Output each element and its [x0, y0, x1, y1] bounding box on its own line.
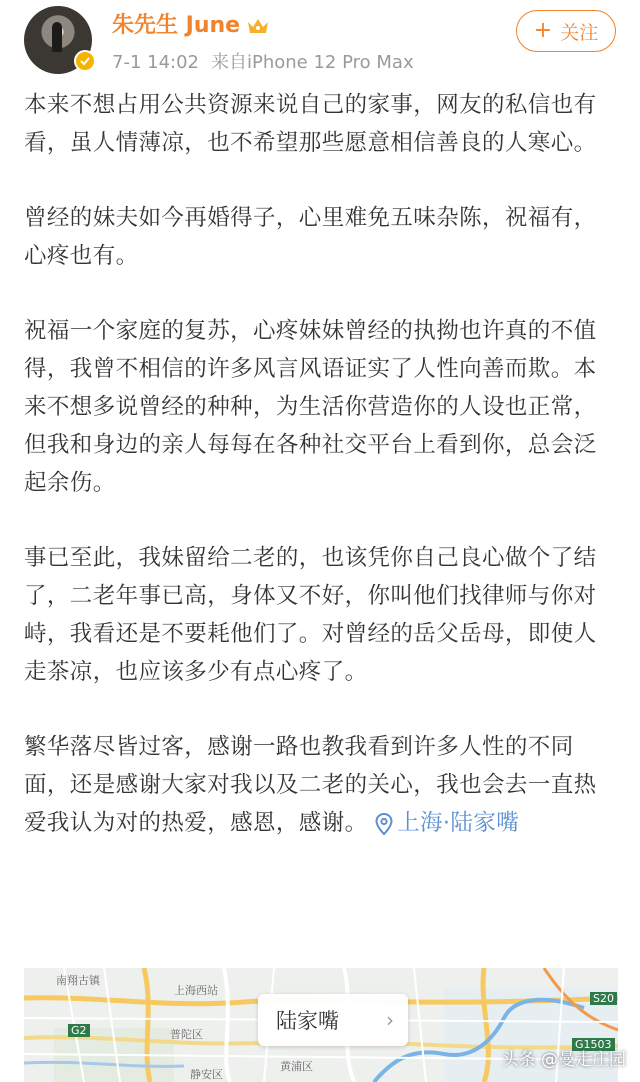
watermark: 头条 @曼走庄园 [501, 1050, 626, 1070]
post-time: 7-1 14:02 [112, 52, 199, 73]
map-place: 普陀区 [170, 1028, 203, 1041]
verified-badge-icon [74, 50, 96, 72]
post-paragraph: 本来不想占用公共资源来说自己的家事，网友的私信也有看，虽人情薄凉，也不希望那些愿意相信善良的人寒心。 [24, 92, 597, 156]
post-paragraph-text: 繁华落尽皆过客，感谢一路也教我看到许多人性的不同面，还是感谢大家对我以及二老的关心，我也会去一直热爱我认为对的热爱，感恩，感谢。 [24, 734, 597, 836]
location-pin-icon [375, 813, 393, 835]
username-text[interactable]: 朱先生 June [112, 13, 241, 38]
road-badge: G1503 [572, 1038, 615, 1051]
map-place: 南翔古镇 [56, 974, 100, 987]
post-paragraph: 事已至此，我妹留给二老的，也该凭你自己良心做个了结了，二老年事已高，身体又不好，你叫他们找律师与你对峙，我看还是不要耗他们了。对曾经的岳父岳母，即使人走茶凉，也应该多少有点心疼了。 [24, 545, 597, 685]
crown-icon [246, 16, 270, 36]
post-source: 来自iPhone 12 Pro Max [211, 52, 414, 73]
username[interactable] [112, 8, 270, 39]
map-place: 上海西站 [174, 984, 218, 997]
map-location-button[interactable] [258, 994, 408, 1046]
post-content [24, 86, 618, 842]
location-link[interactable] [375, 810, 519, 836]
location-text[interactable]: 上海·陆家嘴 [397, 810, 520, 836]
map-place: 黄浦区 [280, 1060, 313, 1073]
post-paragraph: 曾经的妹夫如今再婚得子，心里难免五味杂陈，祝福有，心疼也有。 [24, 205, 597, 269]
road-badge: S20 [590, 992, 617, 1005]
follow-label: 关注 [560, 21, 599, 44]
road-badge: G2 [68, 1024, 90, 1037]
post-paragraph-last [24, 728, 618, 842]
map-place: 静安区 [190, 1068, 223, 1081]
map-location-label: 陆家嘴 [276, 1009, 339, 1033]
avatar-figure [52, 22, 62, 52]
follow-button[interactable] [516, 10, 616, 52]
chevron-right-icon: › [386, 1008, 394, 1032]
plus-icon: + [533, 18, 553, 43]
post-paragraph: 祝福一个家庭的复苏，心疼妹妹曾经的执拗也许真的不值得，我曾不相信的许多风言风语证实了人性向善而欺。本来不想多说曾经的种种，为生活你营造你的人设也正常，但我和身边的亲人每每在各种社交平台上看到你，总会泛起余伤。 [24, 318, 597, 496]
post-header [0, 0, 640, 90]
post-meta [112, 48, 414, 74]
